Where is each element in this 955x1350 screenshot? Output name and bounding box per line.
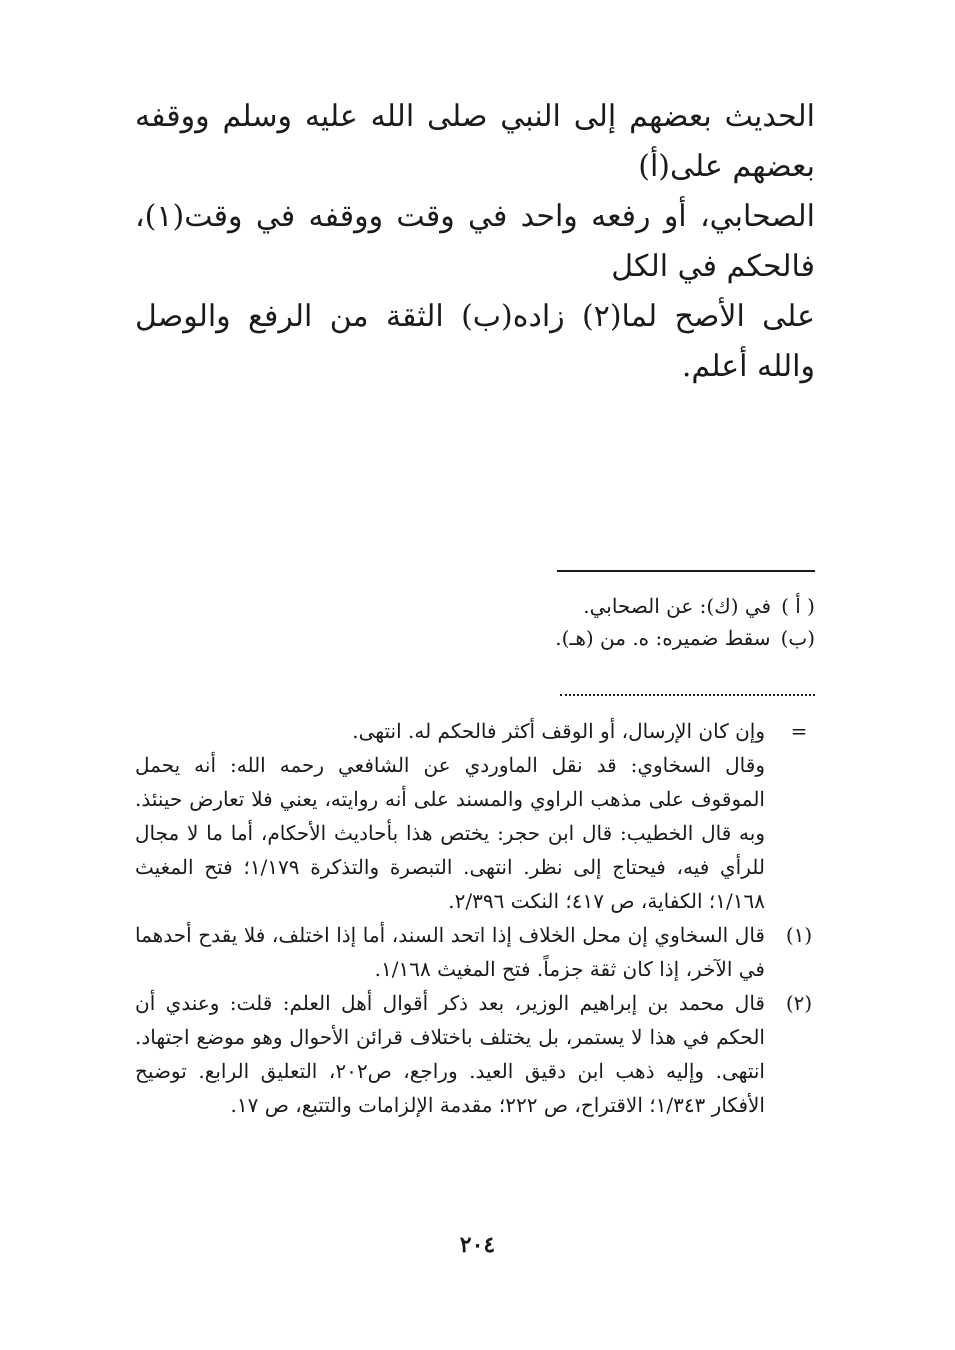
variant-note [135,622,815,654]
dotted-separator [560,694,815,696]
footnotes [135,714,815,1122]
variant-marker: (ب) [780,626,815,650]
footnote-paragraph: قال محمد بن إبراهيم الوزير، بعد ذكر أقوال أهل العلم: قلت: وعندي أن الحكم في هذا لا يستمر، بل يختلف باختلاف قرائن الأحوال وهو موضع اجتهاد. انتهى. وإليه ذهب ابن دقيق العيد. وراجع، ص٢٠٢، التعليق الرابع. توضيح الأفكار ١/٣٤٣؛ الاقتراح، ص ٢٢٢؛ مقدمة الإلزامات والتتبع، ص ١٧. [135,991,765,1117]
variant-notes [135,590,815,654]
main-text [135,92,815,392]
main-text-line: الصحابي، أو رفعه واحد في وقت ووقفه في وقت(١)، فالحكم في الكل [135,199,815,284]
footnote-body [135,918,765,986]
page-number: ٢٠٤ [459,1232,496,1258]
main-text-line: الحديث بعضهم إلى النبي صلى الله عليه وسلم ووقفه بعضهم على(أ) [135,99,815,184]
footnote-body [135,986,765,1122]
main-text-line: على الأصح لما(٢) زاده(ب) الثقة من الرفع والوصل والله أعلم. [135,299,815,384]
variant-marker: ( أ ) [781,594,815,618]
footnote [135,918,815,986]
footnote-paragraph: وقال السخاوي: قد نقل الماوردي عن الشافعي رحمه الله: أنه يحمل الموقوف على مذهب الراوي والمسند على أنه روايته، يعني فلا تعارض حينئذ. وبه قال الخطيب: قال ابن حجر: يختص هذا بأحاديث الأحكام، أما ما لا مجال للرأي فيه، فيحتاج إلى نظر. انتهى. التبصرة والتذكرة ١/١٧٩؛ فتح المغيث ١/١٦٨؛ الكفاية، ص ٤١٧؛ النكت ٢/٣٩٦. [135,753,765,913]
footnote-marker: = [790,719,808,743]
footnote-paragraph: قال السخاوي إن محل الخلاف إذا اتحد السند، أما إذا اختلف، فلا يقدح أحدهما في الآخر، إذا كان ثقة جزماً. فتح المغيث ١/١٦٨. [135,923,765,981]
variant-note [135,590,815,622]
variant-text: سقط ضميره: ه. من (هـ). [555,626,771,650]
footnote [135,986,815,1122]
variant-text: في (ك): عن الصحابي. [583,594,772,618]
footnote-marker: (٢) [785,991,813,1015]
footnote-body [135,714,765,918]
footnote-paragraph: وإن كان الإرسال، أو الوقف أكثر فالحكم له. انتهى. [352,719,765,743]
footnote-marker: (١) [785,923,813,947]
footnote [135,714,815,918]
footnote-separator [557,570,815,572]
